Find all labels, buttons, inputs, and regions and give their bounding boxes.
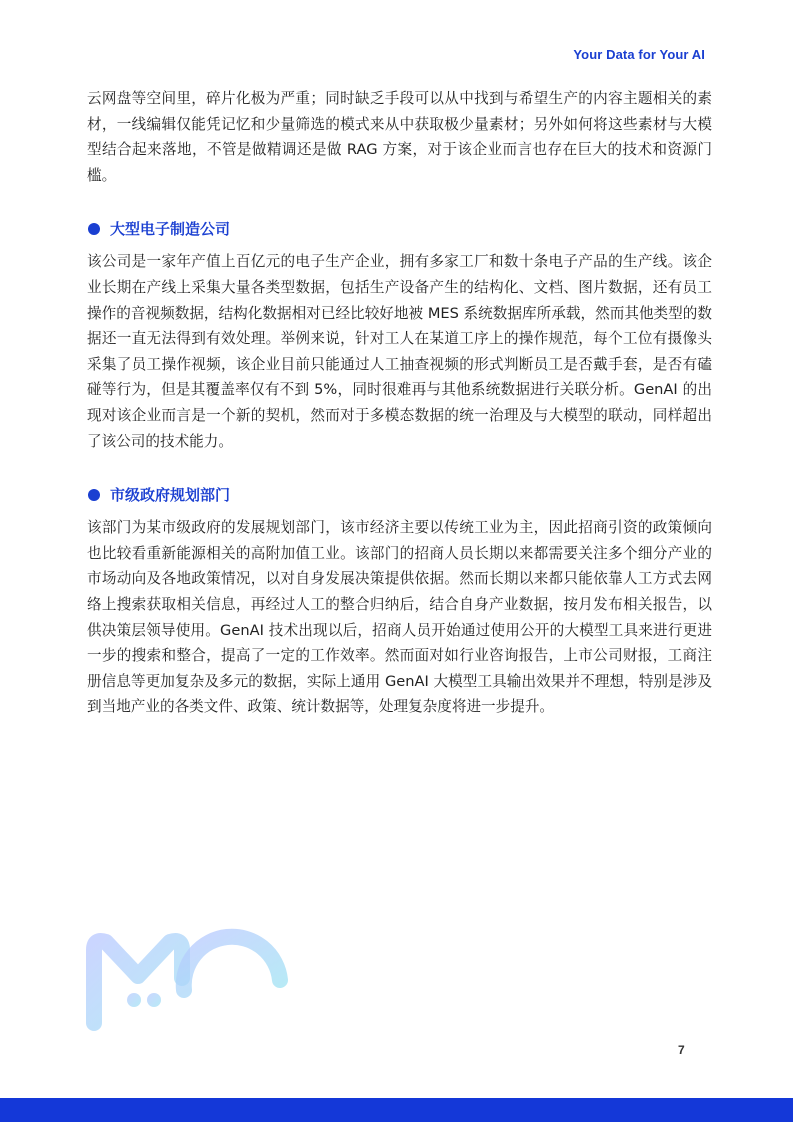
section-body: 该部门为某市级政府的发展规划部门，该市经济主要以传统工业为主，因此招商引资的政策倾向也比较看重新能源相关的高附加值工业。该部门的招商人员长期以来都需要关注多个细分产业的市场动向及各地政策情况，以对自身发展决策提供依据。然而长期以来都只能依靠人工方式去网络上搜索获取相关信息，再经过人工的整合归纳后，结合自身产业数据，按月发布相关报告，以供决策层领导使用。GenAI 技术出现以后，招商人员开始通过使用公开的大模型工具来进行更进一步的搜索和整合，提高了一定的工作效率。然而面对如行业咨询报告，上市公司财报，工商注册信息等更加复杂及多元的数据，实际上通用 GenAI 大模型工具输出效果并不理想，特别是涉及到当地产业的各类文件、政策、统计数据等，处理复杂度将进一步提升。 bbox=[87, 519, 712, 716]
page-number: 7 bbox=[678, 1043, 685, 1057]
mo-logo-icon bbox=[80, 928, 300, 1038]
section-heading-text: 大型电子制造公司 bbox=[110, 220, 231, 239]
bullet-icon bbox=[88, 489, 100, 501]
section-heading-text: 市级政府规划部门 bbox=[110, 486, 231, 505]
section-heading bbox=[87, 218, 712, 239]
intro-paragraph: 云网盘等空间里，碎片化极为严重；同时缺乏手段可以从中找到与希望生产的内容主题相关的素材，一线编辑仅能凭记忆和少量筛选的模式来从中获取极少量素材；另外如何将这些素材与大模型结合起来落地，不管是做精调还是做 RAG 方案，对于该企业而言也存在巨大的技术和资源门槛。 bbox=[87, 90, 712, 184]
footer-bar bbox=[0, 1098, 793, 1122]
section-heading bbox=[87, 484, 712, 505]
main-content bbox=[87, 86, 712, 720]
header-tagline: Your Data for Your AI bbox=[573, 47, 705, 62]
bullet-icon bbox=[88, 223, 100, 235]
section-body: 该公司是一家年产值上百亿元的电子生产企业，拥有多家工厂和数十条电子产品的生产线。该企业长期在产线上采集大量各类型数据，包括生产设备产生的结构化、文档、图片数据，还有员工操作的音视频数据，结构化数据相对已经比较好地被 MES 系统数据库所承载，然而其他类型的数据还一直无法得到有效处理。举例来说，针对工人在某道工序上的操作规范，每个工位有摄像头采集了员工操作视频，该企业目前只能通过人工抽查视频的形式判断员工是否戴手套，是否有磕碰等行为，但是其覆盖率仅有不到 5%，同时很难再与其他系统数据进行关联分析。GenAI 的出现对该企业而言是一个新的契机，然而对于多模态数据的统一治理及与大模型的联动，同样超出了该公司的技术能力。 bbox=[87, 253, 712, 450]
